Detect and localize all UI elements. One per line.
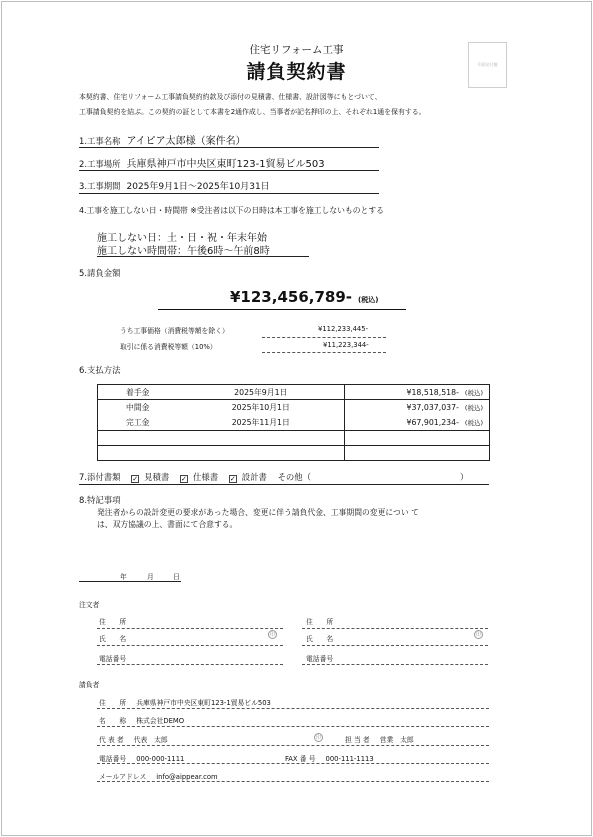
breakdown-dotline-2 (262, 352, 386, 353)
payment-name: 着手金 (98, 385, 178, 400)
orderer1-seal-icon: 印 (269, 632, 275, 638)
payment-amount-value: ¥37,037,037- (406, 403, 459, 413)
breakdown-value-1: ¥112,233,445- (318, 325, 369, 333)
attachment-checkbox-spec[interactable]: ✓ (181, 475, 187, 483)
payment-date (178, 430, 345, 445)
section-payment-label: 6.支払方法 (79, 365, 121, 375)
non-work-underline (97, 256, 309, 257)
orderer2-address-label: 住 所 (306, 618, 334, 626)
payment-amount (345, 400, 490, 415)
contractor-fax-label: FAX 番 号 (285, 755, 316, 763)
work-location-label: 2.工事場所 (79, 159, 121, 169)
contractor-seal-icon: 印 (315, 735, 321, 741)
orderer1-address-label: 住 所 (99, 618, 127, 626)
contractor-rep (99, 734, 168, 744)
date-month: 月 (147, 573, 154, 581)
contractor-company (99, 715, 184, 725)
section-work-period (79, 179, 270, 192)
breakdown-label-2: 取引に係る消費税等額（10%） (120, 343, 217, 351)
payment-name: 中間金 (98, 400, 178, 415)
contractor-fax (285, 753, 374, 763)
orderer2-phone-line (302, 664, 488, 665)
breakdown-value-2: ¥11,223,344- (323, 341, 369, 349)
attachment-spec-label: 仕様書 (192, 472, 219, 482)
contractor-address-value: 兵庫県神戸市中央区東町123-1貿易ビル503 (136, 699, 271, 707)
attachment-design-label: 設計書 (241, 472, 267, 482)
payment-amount (345, 430, 490, 445)
payment-tax: (税込) (464, 404, 483, 413)
orderer2-name-label: 氏 名 (306, 635, 334, 643)
payment-name (98, 445, 178, 460)
stamp-box-label: 印紙貼付欄 (477, 62, 498, 67)
intro-line-1: 本契約書、住宅リフォーム工事請負契約約款及び添付の見積書、仕様書、設計図等にもとづいて、 (79, 93, 382, 101)
contractor-company-value: 株式会社DEMO (136, 717, 185, 725)
contract-amount (230, 288, 378, 306)
section-special-notes-label: 8.特記事項 (79, 495, 121, 505)
payment-amount (345, 445, 490, 460)
contractor-fax-value: 000-111-1113 (325, 755, 374, 763)
contractor-address (99, 697, 271, 707)
breakdown-dotline-1 (262, 337, 386, 338)
payment-name: 完工金 (98, 415, 178, 430)
attachments-underline (79, 484, 489, 485)
section-work-name (79, 132, 246, 147)
payment-date: 2025年11月1日 (178, 415, 345, 430)
attachment-other-label: その他（ (277, 472, 312, 482)
contractor-company-line (97, 726, 489, 727)
work-period-value: 2025年9月1日～2025年10月31日 (126, 182, 270, 192)
payment-date: 2025年9月1日 (178, 385, 345, 400)
date-year: 年 (120, 573, 127, 581)
contractor-company-label: 名 称 (99, 717, 127, 725)
work-period-label: 3.工事期間 (79, 181, 121, 191)
contract-amount-tax: (税込) (358, 296, 379, 304)
payment-row (98, 400, 490, 415)
document-subtitle: 住宅リフォーム工事 (249, 44, 344, 56)
orderer2-phone-label: 電話番号 (306, 655, 334, 663)
section-work-location (79, 155, 325, 170)
section-contract-amount-label: 5.請負金額 (79, 268, 121, 278)
contractor-email-value: info@aippear.com (156, 773, 218, 781)
date-underline (79, 581, 181, 582)
payment-amount (345, 385, 490, 400)
payment-amount (345, 415, 490, 430)
contractor-email-label: メールアドレス (99, 773, 147, 781)
payment-date (178, 445, 345, 460)
contractor-rep-value: 代表 太郎 (133, 736, 168, 744)
breakdown-label-1: うち工事価格（消費税等額を除く） (120, 327, 229, 335)
contractor-phone (99, 753, 184, 763)
work-location-underline (79, 170, 379, 171)
payment-row (98, 445, 490, 460)
contract-amount-underline (158, 309, 406, 310)
date-day: 日 (173, 573, 180, 581)
non-work-hours: 施工しない時間帯：午後6時～午前8時 (97, 246, 270, 257)
special-notes-line-1: 発注者からの設計変更の要求があった場合、変更に伴う請負代金、工事期間の変更につい て (97, 508, 419, 517)
contractor-address-line (97, 708, 489, 709)
work-location-value: 兵庫県神戸市中央区東町123-1貿易ビル503 (126, 159, 325, 170)
contractor-manager-value: 営業 太郎 (379, 736, 414, 744)
attachment-checkbox-estimate[interactable]: ✓ (132, 475, 139, 483)
contractor-heading: 請負者 (79, 681, 100, 689)
payment-date: 2025年10月1日 (178, 400, 345, 415)
contractor-email (99, 771, 218, 781)
orderer2-address-line (302, 628, 488, 629)
payment-row (98, 430, 490, 445)
payment-amount-value: ¥18,518,518- (406, 387, 459, 397)
contractor-email-line (97, 781, 489, 782)
contractor-manager (345, 734, 414, 744)
attachment-checkbox-design[interactable]: ✓ (229, 475, 236, 483)
payment-row (98, 385, 490, 400)
attachment-other-close: ） (460, 472, 469, 482)
non-work-days: 施工しない日：土・日・祝・年末年始 (97, 233, 267, 244)
work-name-label: 1.工事名称 (79, 136, 121, 146)
contractor-manager-label: 担 当 者 (345, 736, 370, 744)
orderer1-name-line (97, 645, 283, 646)
work-name-underline (79, 147, 379, 148)
attachments-label: 7.添付書類 (79, 472, 121, 482)
contractor-phone-label: 電話番号 (99, 755, 127, 763)
payment-name (98, 430, 178, 445)
payment-table (97, 384, 490, 461)
special-notes-line-2: は、双方協議の上、書面にて合意する。 (97, 520, 238, 529)
contract-amount-value: ¥123,456,789- (230, 288, 352, 306)
intro-line-2: 工事請負契約を結ぶ。この契約の証として本書を2通作成し、当事者が記名押印の上、それぞれ1通を保有する。 (79, 108, 426, 116)
payment-tax: (税込) (464, 388, 483, 397)
orderer2-name-line (302, 645, 488, 646)
payment-tax: (税込) (464, 418, 483, 427)
orderer-heading: 注文者 (79, 601, 100, 609)
contractor-phone-line (97, 763, 489, 764)
payment-amount-value: ¥67,901,234- (406, 417, 459, 427)
orderer1-name-label: 氏 名 (99, 635, 127, 643)
orderer2-seal-icon: 印 (475, 632, 481, 638)
contractor-address-label: 住 所 (99, 699, 127, 707)
work-period-underline (79, 193, 379, 194)
payment-row (98, 415, 490, 430)
orderer1-phone-line (97, 664, 283, 665)
orderer1-address-line (97, 628, 283, 629)
contractor-rep-line (97, 745, 489, 746)
orderer1-phone-label: 電話番号 (99, 655, 127, 663)
work-name-value: アイピア太郎様（案件名） (126, 136, 246, 147)
contractor-phone-value: 000-000-1111 (136, 755, 185, 763)
contractor-rep-label: 代 表 者 (99, 736, 124, 744)
section-non-work-days-label: 4.工事を施工しない日・時間帯 ※受注者は以下の日時は本工事を施工しないものとする (79, 206, 384, 215)
attachment-estimate-label: 見積書 (144, 472, 170, 482)
document-title: 請負契約書 (246, 61, 347, 83)
section-attachments (79, 471, 311, 483)
